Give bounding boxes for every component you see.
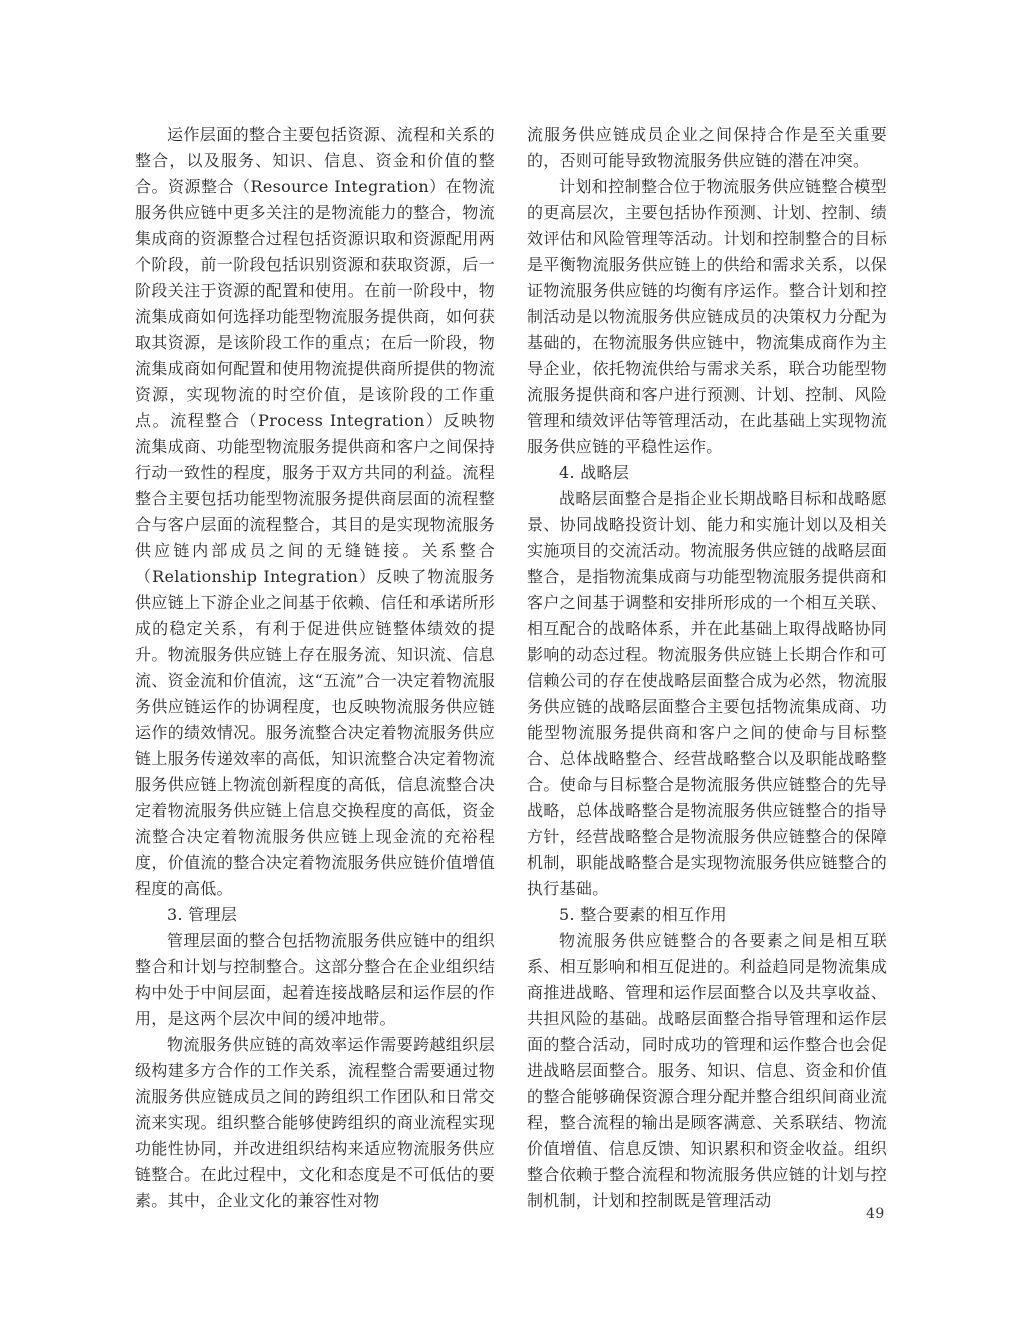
paragraph-continuation: 流服务供应链成员企业之间保持合作是至关重要的，否则可能导致物流服务供应链的潜在冲突。 xyxy=(527,125,887,170)
paragraph-element-interaction: 物流服务供应链整合的各要素之间是相互联系、相互影响和相互促进的。利益趋同是物流集成商推进战略、管理和运作层面整合以及共享收益、共担风险的基础。战略层面整合指导管理和运作层面的整合活动，同时成功的管理和运作整合也会促进战略层面整合。服务、知识、信息、资金和价值的整合能够确保资源合理分配并整合组织间商业流程，整合流程的输出是顾客满意、关系联结、物流价值增值、信息反馈、知识累积和资金收益。组织整合依赖于整合流程和物流服务供应链的计划与控制机制，计划和控制既是管理活动 xyxy=(527,931,887,1210)
paragraph-planning-control-integration: 计划和控制整合位于物流服务供应链整合模型的更高层次，主要包括协作预测、计划、控制、绩效评估和风险管理等活动。计划和控制整合的目标是平衡物流服务供应链上的供给和需求关系，以保证物流服务供应链的均衡有序运作。整合计划和控制活动是以物流服务供应链成员的决策权力分配为基础的，在物流服务供应链中，物流集成商作为主导企业，依托物流供给与需求关系，联合功能型物流服务提供商和客户进行预测、计划、控制、风险管理和绩效评估等管理活动，在此基础上实现物流服务供应链的平稳性运作。 xyxy=(527,177,887,456)
paragraph-strategy-layer-integration: 战略层面整合是指企业长期战略目标和战略愿景、协同战略投资计划、能力和实施计划以及相关实施项目的交流活动。物流服务供应链的战略层面整合，是指物流集成商与功能型物流服务提供商和客户之间基于调整和安排所形成的一个相互关联、相互配合的战略体系，并在此基础上取得战略协同影响的动态过程。物流服务供应链上长期合作和可信赖公司的存在使战略层面整合成为必然，物流服务供应链的战略层面整合主要包括物流集成商、功能型物流服务提供商和客户之间的使命与目标整合、总体战略整合、经营战略整合以及职能战略整合。使命与目标整合是物流服务供应链整合的先导战略，总体战略整合是物流服务供应链整合的指导方针，经营战略整合是物流服务供应链整合的保障机制，职能战略整合是实现物流服务供应链整合的执行基础。 xyxy=(527,489,887,898)
section-heading-strategy-layer: 4. 战略层 xyxy=(559,463,630,482)
page-number: 49 xyxy=(866,1206,885,1222)
paragraph-organization-integration: 物流服务供应链的高效率运作需要跨越组织层级构建多方合作的工作关系，流程整合需要通过物流服务供应链成员之间的跨组织工作团队和日常交流来实现。组织整合能够使跨组织的商业流程实现功能性协同，并改进组织结构来适应物流服务供应链整合。在此过程中，文化和态度是不可低估的要素。其中，企业文化的兼容性对物 xyxy=(135,1035,495,1210)
paragraph-management-layer-intro: 管理层面的整合包括物流服务供应链中的组织整合和计划与控制整合。这部分整合在企业组织结构中处于中间层面，起着连接战略层和运作层的作用，是这两个层次中间的缓冲地带。 xyxy=(135,931,495,1028)
paragraph-operation-layer-integration: 运作层面的整合主要包括资源、流程和关系的整合，以及服务、知识、信息、资金和价值的整合。资源整合（Resource Integration）在物流服务供应链中更多关注的是物流能力的整合，物流集成商的资源整合过程包括资源识取和资源配用两个阶段，前一阶段包括识别资源和获取资源，后一阶段关注于资源的配置和使用。在前一阶段中，物流集成商如何选择功能型物流服务提供商，如何获取其资源，是该阶段工作的重点；在后一阶段，物流集成商如何配置和使用物流提供商所提供的物流资源，实现物流的时空价值，是该阶段的工作重点。流程整合（Process Integration）反映物流集成商、功能型物流服务提供商和客户之间保持行动一致性的程度，服务于双方共同的利益。流程整合主要包括功能型物流服务提供商层面的流程整合与客户层面的流程整合，其目的是实现物流服务供应链内部成员之间的无缝链接。关系整合（Relationship Integration）反映了物流服务供应链上下游企业之间基于依赖、信任和承诺所形成的稳定关系，有利于促进供应链整体绩效的提升。物流服务供应链上存在服务流、知识流、信息流、资金流和价值流，这“五流”合一决定着物流服务供应链运作的协调程度，也反映物流服务供应链运作的绩效情况。服务流整合决定着物流服务供应链上服务传递效率的高低，知识流整合决定着物流服务供应链上物流创新程度的高低，信息流整合决定着物流服务供应链上信息交换程度的高低，资金流整合决定着物流服务供应链上现金流的充裕程度，价值流的整合决定着物流服务供应链价值增值程度的高低。 xyxy=(135,125,495,898)
section-heading-element-interaction: 5. 整合要素的相互作用 xyxy=(559,905,727,924)
section-heading-management-layer: 3. 管理层 xyxy=(167,905,238,924)
right-column xyxy=(527,122,887,1214)
left-column xyxy=(135,122,495,1214)
